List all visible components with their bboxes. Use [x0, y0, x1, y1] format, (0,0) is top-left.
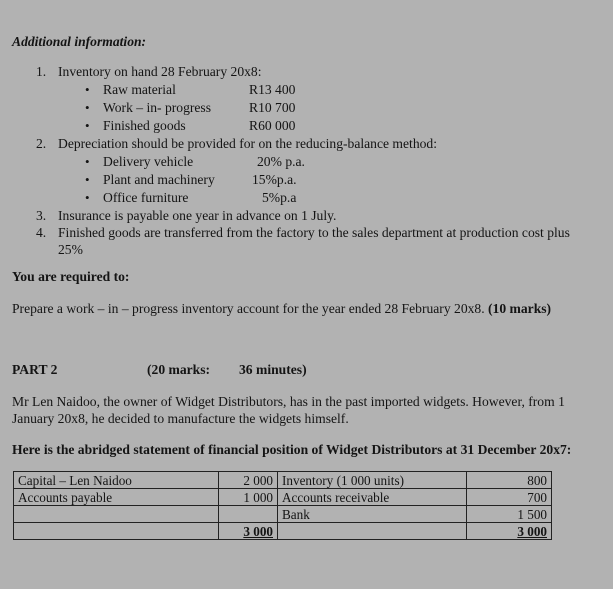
- sofp-right-amount: 800: [467, 472, 552, 489]
- depreciation-row-value: 20% p.a.: [257, 154, 305, 169]
- part-2-title: PART 2: [12, 362, 58, 377]
- part-2-marks: (20 marks:: [147, 362, 211, 377]
- inventory-row-label: Work – in- progress: [103, 100, 212, 115]
- sofp-left-label: Capital – Len Naidoo: [14, 472, 219, 489]
- bullet-icon: •: [85, 190, 90, 205]
- sofp-left-amount: [219, 506, 278, 523]
- sofp-heading: Here is the abridged statement of financial position of Widget Distributors at 31 December 20x7:: [12, 442, 572, 457]
- sofp-right-amount: 1 500: [467, 506, 552, 523]
- table-row: [14, 472, 552, 489]
- item-2-text: Depreciation should be provided for on the reducing-balance method:: [58, 136, 437, 151]
- sofp-table: [13, 471, 552, 540]
- sofp-total-right-cell: [467, 523, 552, 540]
- sofp-total-left: 3 000: [243, 523, 273, 539]
- sofp-right-label: Inventory (1 000 units): [278, 472, 467, 489]
- item-3-number: 3.: [36, 208, 47, 223]
- inventory-row-label: Raw material: [103, 82, 176, 97]
- part-2-intro-line1: Mr Len Naidoo, the owner of Widget Distributors, has in the past imported widgets. However, from 1: [12, 394, 565, 409]
- required-heading: You are required to:: [12, 269, 130, 284]
- sofp-left-label: [14, 506, 219, 523]
- item-4-number: 4.: [36, 225, 47, 240]
- item-1-number: 1.: [36, 64, 47, 79]
- item-4-text-line1: Finished goods are transferred from the factory to the sales department at production cost plus: [58, 225, 570, 240]
- depreciation-row-label: Delivery vehicle: [103, 154, 194, 169]
- inventory-row-label: Finished goods: [103, 118, 186, 133]
- table-row: [14, 506, 552, 523]
- bullet-icon: •: [85, 118, 90, 133]
- bullet-icon: •: [85, 82, 90, 97]
- item-1-text: Inventory on hand 28 February 20x8:: [58, 64, 262, 79]
- item-3-text: Insurance is payable one year in advance on 1 July.: [58, 208, 337, 223]
- additional-info-heading: Additional information:: [12, 34, 147, 49]
- sofp-total-left-cell: [219, 523, 278, 540]
- depreciation-row-label: Plant and machinery: [103, 172, 215, 187]
- depreciation-row-value: 15%p.a.: [252, 172, 297, 187]
- required-text: [12, 300, 551, 317]
- depreciation-row-value: 5%p.a: [262, 190, 297, 205]
- inventory-row-value: R60 000: [249, 118, 296, 133]
- bullet-icon: •: [85, 172, 90, 187]
- part-2-intro-line2: January 20x8, he decided to manufacture the widgets himself.: [12, 411, 349, 426]
- table-row-total: [14, 523, 552, 540]
- inventory-row-value: R10 700: [249, 100, 296, 115]
- sofp-right-label: Accounts receivable: [278, 489, 467, 506]
- sofp-left-label: Accounts payable: [14, 489, 219, 506]
- bullet-icon: •: [85, 100, 90, 115]
- sofp-total-right: 3 000: [517, 523, 547, 539]
- sofp-right-amount: 700: [467, 489, 552, 506]
- table-row: [14, 489, 552, 506]
- item-4-text-line2: 25%: [58, 242, 83, 257]
- required-marks: (10 marks): [488, 301, 552, 316]
- bullet-icon: •: [85, 154, 90, 169]
- sofp-total-right-label: [278, 523, 467, 540]
- sofp-left-amount: 2 000: [219, 472, 278, 489]
- item-2-number: 2.: [36, 136, 47, 151]
- sofp-left-amount: 1 000: [219, 489, 278, 506]
- part-2-minutes: 36 minutes): [239, 362, 307, 377]
- depreciation-row-label: Office furniture: [103, 190, 189, 205]
- sofp-total-left-label: [14, 523, 219, 540]
- required-task: Prepare a work – in – progress inventory account for the year ended 28 February 20x8.: [12, 301, 485, 316]
- inventory-row-value: R13 400: [249, 82, 296, 97]
- sofp-right-label: Bank: [278, 506, 467, 523]
